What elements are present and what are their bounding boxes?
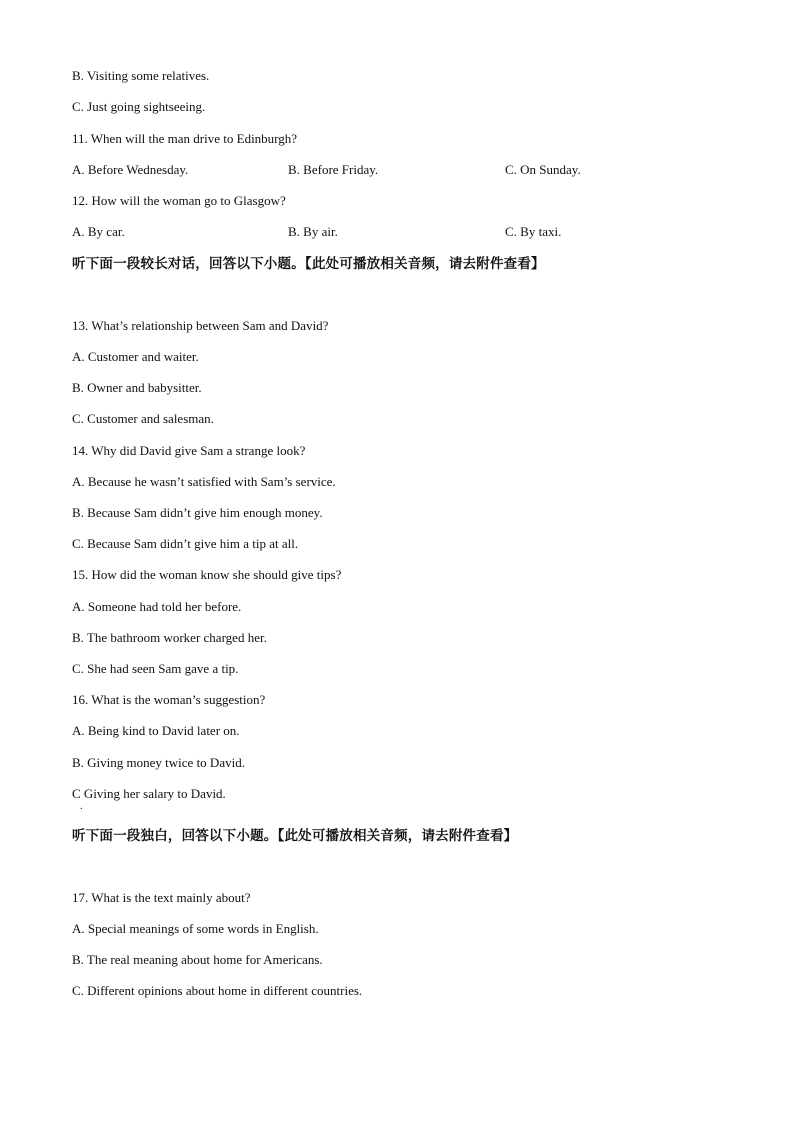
q14-option-c: C. Because Sam didn’t give him a tip at all. bbox=[72, 536, 299, 551]
q17-option-c: C. Different opinions about home in different countries. bbox=[72, 983, 363, 998]
q14-option-a: A. Because he wasn’t satisfied with Sam’s service. bbox=[72, 474, 336, 489]
q15-question: 15. How did the woman know she should give tips? bbox=[72, 567, 342, 582]
q16-option-b: B. Giving money twice to David. bbox=[72, 755, 245, 770]
q15-option-b: B. The bathroom worker charged her. bbox=[72, 630, 267, 645]
q13-question: 13. What’s relationship between Sam and David? bbox=[72, 318, 329, 333]
q15-option-a: A. Someone had told her before. bbox=[72, 599, 242, 614]
q11-option-b: B. Before Friday. bbox=[288, 162, 379, 177]
q14-question: 14. Why did David give Sam a strange look? bbox=[72, 443, 306, 458]
q17-question: 17. What is the text mainly about? bbox=[72, 890, 251, 905]
q16-option-c-dot: . bbox=[80, 801, 83, 812]
q16-option-c: C Giving her salary to David. bbox=[72, 786, 226, 801]
q15-option-c: C. She had seen Sam gave a tip. bbox=[72, 661, 239, 676]
q12-option-b: B. By air. bbox=[288, 224, 338, 239]
q12-question: 12. How will the woman go to Glasgow? bbox=[72, 193, 286, 208]
q11-option-a: A. Before Wednesday. bbox=[72, 162, 189, 177]
q13-option-a: A. Customer and waiter. bbox=[72, 349, 199, 364]
q11-option-c: C. On Sunday. bbox=[505, 162, 581, 177]
q16-option-a: A. Being kind to David later on. bbox=[72, 723, 240, 738]
q17-option-a: A. Special meanings of some words in English. bbox=[72, 921, 319, 936]
q13-option-b: B. Owner and babysitter. bbox=[72, 380, 202, 395]
q13-option-c: C. Customer and salesman. bbox=[72, 411, 214, 426]
q11-question: 11. When will the man drive to Edinburgh? bbox=[72, 131, 298, 146]
q14-option-b: B. Because Sam didn’t give him enough money. bbox=[72, 505, 323, 520]
q16-question: 16. What is the woman’s suggestion? bbox=[72, 692, 266, 707]
q10-option-c: C. Just going sightseeing. bbox=[72, 99, 206, 114]
q12-option-c: C. By taxi. bbox=[505, 224, 562, 239]
section-heading-monologue: 听下面一段独白，回答以下小题。【此处可播放相关音频，请去附件查看】 bbox=[72, 828, 518, 844]
q17-option-b: B. The real meaning about home for Americans. bbox=[72, 952, 323, 967]
q10-option-b: B. Visiting some relatives. bbox=[72, 68, 210, 83]
q12-option-a: A. By car. bbox=[72, 224, 125, 239]
section-heading-long-dialogue: 听下面一段较长对话，回答以下小题。【此处可播放相关音频，请去附件查看】 bbox=[72, 256, 545, 272]
